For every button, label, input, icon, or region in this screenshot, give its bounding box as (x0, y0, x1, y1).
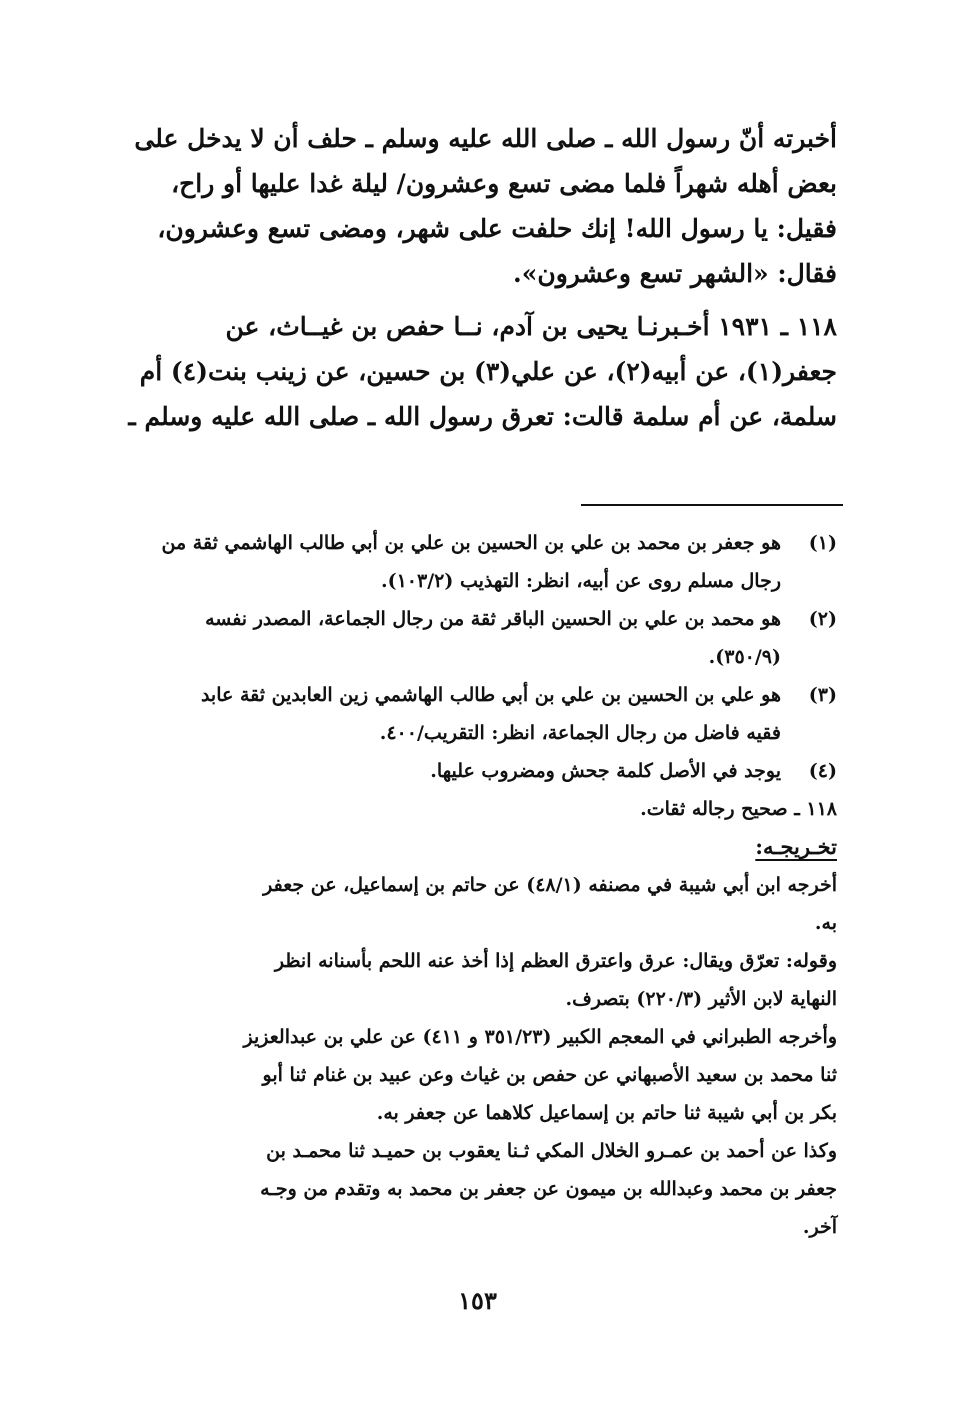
takhrij-paragraph (117, 866, 837, 942)
footnote-line: فقيه فاضل من رجال الجماعة، انظر: التقريب/٤٠٠. (379, 722, 781, 744)
footnote-line: هو علي بن الحسين بن علي بن أبي طالب الهاشمي زين العابدين ثقة عابد (200, 684, 781, 706)
footnote-1 (117, 524, 837, 600)
takhrij-heading: تخـريجـه: (755, 834, 837, 859)
main-line: بعض أهله شهراً فلما مضى تسع وعشرون/ ليلة غدا عليها أو راح، (171, 169, 837, 198)
footnote-line: هو جعفر بن محمد بن علي بن الحسين بن علي بن أبي طالب الهاشمي ثقة من (161, 532, 781, 554)
takhrij-line: وأخرجه الطبراني في المعجم الكبير (٣٥١/٢٣ و ٤١١) عن علي بن عبدالعزيز (243, 1026, 837, 1048)
main-line: أخبرته أنّ رسول الله ـ صلى الله عليه وسلم ـ حلف أن لا يدخل على (134, 124, 837, 153)
takhrij-paragraph (117, 942, 837, 1018)
footnote-line: يوجد في الأصل كلمة جحش ومضروب عليها. (430, 760, 781, 782)
footnote-3 (117, 676, 837, 752)
footnote-4 (117, 752, 837, 790)
takhrij-line: وكذا عن أحمد بن عمـرو الخلال المكي ثـنا يعقوب بن حميـد ثنا محمـد بن (266, 1140, 837, 1162)
main-line: سلمة، عن أم سلمة قالت: تعرق رسول الله ـ صلى الله عليه وسلم ـ (128, 402, 837, 431)
takhrij-line: بكر بن أبي شيبة ثنا حاتم بن إسماعيل كلاهما عن جعفر به. (376, 1102, 837, 1124)
main-line: ١١٨ ـ ١٩٣١ أخـبرنـا يحيى بن آدم، نــا حفص بن غيــاث، عن (225, 312, 837, 341)
footnote-separator (581, 504, 843, 506)
hadith-118 (117, 304, 837, 439)
takhrij-line: جعفر بن محمد وعبدالله بن ميمون عن جعفر بن محمد به وتقدم من وجـه (260, 1178, 837, 1200)
footnote-number: (١) (808, 532, 837, 554)
takhrij-line: ثنا محمد بن سعيد الأصبهاني عن حفص بن غياث وعن عبيد بن غنام ثنا أبو (262, 1064, 837, 1086)
footnote-number: (٢) (808, 608, 837, 630)
takhrij-line: به. (814, 912, 837, 934)
takhrij-paragraph (117, 1132, 837, 1246)
footnote-line: هو محمد بن علي بن الحسين الباقر ثقة من رجال الجماعة، المصدر نفسه (205, 608, 781, 630)
main-line: فقال: «الشهر تسع وعشرون». (513, 259, 837, 288)
footnote-number: (٤) (808, 760, 837, 782)
page-number: ١٥٣ (458, 1286, 497, 1315)
footnotes-section (117, 524, 837, 1246)
main-line: جعفر(١)، عن أبيه(٢)، عن علي(٣) بن حسين، عن زينب بنت(٤) أم (139, 357, 837, 386)
footnote-2 (117, 600, 837, 676)
takhrij-line: وقوله: تعرّق ويقال: عرق واعترق العظم إذا أخذ عنه اللحم بأسنانه انظر (274, 950, 837, 972)
footnote-line: (٣٥٠/٩). (708, 646, 781, 668)
takhrij-line: أخرجه ابن أبي شيبة في مصنفه (٤٨/١) عن حاتم بن إسماعيل، عن جعفر (263, 874, 837, 896)
main-text-continuation (117, 116, 837, 296)
main-line: فقيل: يا رسول الله! إنك حلفت على شهر، ومضى تسع وعشرون، (157, 214, 837, 243)
takhrij-line: آخر. (802, 1216, 837, 1238)
footnote-line: رجال مسلم روى عن أبيه، انظر: التهذيب (١٠٣/٢). (380, 570, 781, 592)
takhrij-paragraph (117, 1018, 837, 1132)
hadith-grading: ١١٨ ـ صحيح رجاله ثقات. (640, 798, 837, 820)
takhrij-line: النهاية لابن الأثير (٢٢٠/٣) بتصرف. (565, 988, 837, 1010)
footnote-number: (٣) (808, 684, 837, 706)
